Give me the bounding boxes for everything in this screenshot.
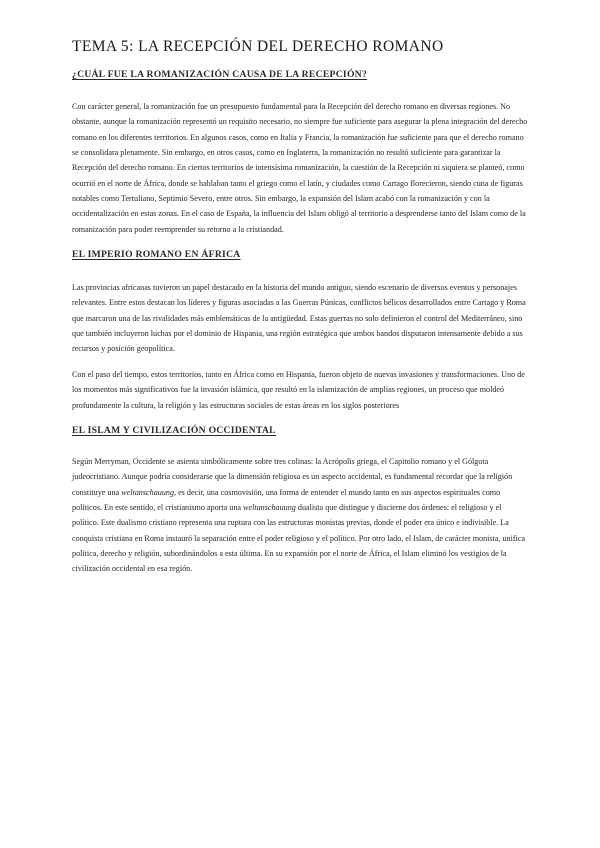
section-heading: EL ISLAM Y CIVILIZACIÓN OCCIDENTAL [72,424,276,436]
section-heading: ¿CUÁL FUE LA ROMANIZACIÓN CAUSA DE LA RECEPCIÓN? [72,69,368,80]
document-title: TEMA 5: LA RECEPCIÓN DEL DERECHO ROMANO [72,38,444,55]
section-imperio-africa [72,249,528,413]
document-page [72,38,528,587]
section-islam-civilizacion [72,425,528,577]
section-heading: EL IMPERIO ROMANO EN ÁFRICA [72,249,241,261]
paragraph: Las provincias africanas tuvieron un papel destacado en la historia del mundo antiguo, siendo escenario de diversos eventos y personajes relevantes. Entre estos destacan los líderes y figuras asociadas a las Guerras Púnicas, conflictos bélicos desarrollados entre Cartago y Roma que marcaron una de las rivalidades más emblemáticas de la antigüedad. Estas guerras no solo definieron el control del Mediterráneo, sino que también incluyeron luchas por el dominio de Hispania, una región estratégica que ambos bandos disputaron intensamente debido a sus recursos y posición geopolítica. [72,283,526,354]
section-romanizacion [72,69,528,237]
paragraph: Con carácter general, la romanización fue un presupuesto fundamental para la Recepción del derecho romano en diversas regiones. No obstante, aunque la romanización representó un requisito necesario, no siempre fue suficiente para asegurar la plena integración del derecho romano en los diferentes territorios. En algunos casos, como en Italia y Francia, la romanización fue suficiente para que el derecho romano se consolidara plenamente. Sin embargo, en otros casos, como en Inglaterra, la romanización no resultó suficiente para garantizar la Recepción del derecho romano. En ciertos territorios de intensísima romanización, la cuestión de la Recepción ni siquiera se planteó, como ocurrió en el norte de África, donde se hablaban tanto el griego como el latín, y ciudades como Cartago florecieron, siendo cuna de figuras notables como Tertuliano, Septimio Severo, entre otros. Sin embargo, la expansión del Islam acabó con la romanización y con la occidentalización en estas zonas. En el caso de España, la influencia del Islam obligó al territorio a desprenderse tanto del Islam como de la romanización para poder reemprender su retorno a la cristiandad. [72,102,528,234]
paragraph: Con el paso del tiempo, estos territorios, tanto en África como en Hispania, fueron objeto de nuevas invasiones y transformaciones. Uno de los momentos más significativos fue la invasión islámica, que resultó en la islamización de amplias regiones, un proceso que moldeó profundamente la cultura, la religión y las estructuras sociales de estas áreas en los siglos posteriores [72,369,525,410]
paragraph: Según Merryman, Occidente se asienta simbólicamente sobre tres colinas: la Acrópolis griega, el Capitolio romano y el Gólgota judeocristiano. Aunque podría considerarse que la dimensión religiosa es un aspecto accidental, es fundamental recordar que la religión constituye una weltanschauung, es decir, una cosmovisión, una forma de entender el mundo tanto en sus aspectos espirituales como políticos. En este sentido, el cristianismo aporta una weltanschauung dualista que distingue y discierne dos órdenes: el religioso y el político. Este dualismo cristiano representa una ruptura con las estructuras monistas previas, donde el poder era único e indivisible. La conquista cristiana en Roma instauró la separación entre el poder religioso y el político. Por otro lado, el Islam, de carácter monista, unifica política, derecho y religión, subordinándolos a esta última. En su expansión por el norte de África, el Islam eliminó los vestigios de la civilización occidental en esa región. [72,456,526,574]
